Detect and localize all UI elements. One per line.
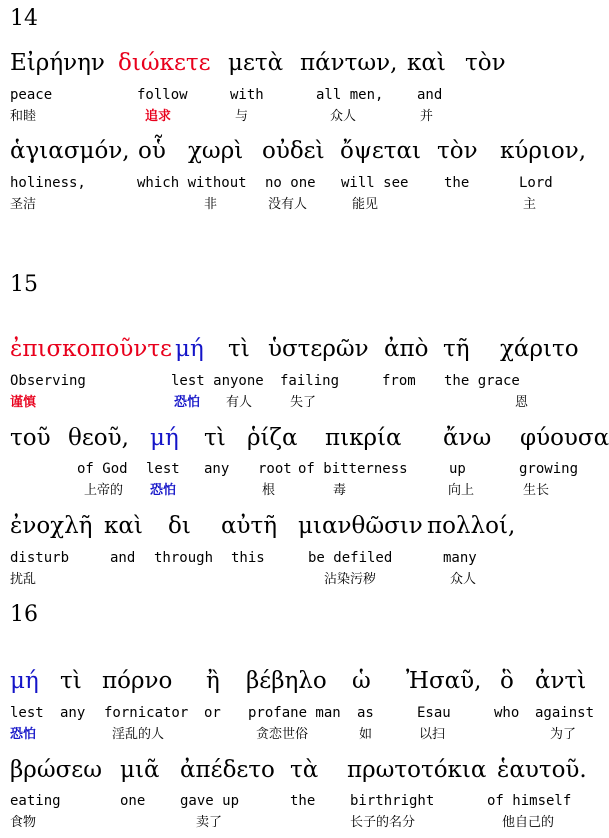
english-gloss: holiness, [10, 175, 86, 191]
greek-word: οὗ [138, 138, 166, 164]
english-gloss: fornicator [104, 705, 189, 721]
english-gloss: as [357, 705, 374, 721]
chinese-gloss: 上帝的 [84, 483, 124, 498]
greek-word: οὐδεὶ [262, 138, 325, 164]
english-gloss: profane man [248, 705, 341, 721]
greek-word: τὰ [290, 757, 319, 783]
chinese-gloss: 和睦 [10, 109, 37, 124]
greek-word: ἀντὶ [535, 668, 587, 694]
chinese-gloss: 恐怕 [150, 483, 177, 498]
english-gloss: failing [280, 373, 340, 389]
chinese-gloss: 他自己的 [502, 815, 555, 830]
english-gloss: eating [10, 793, 61, 809]
english-gloss: against [535, 705, 595, 721]
chinese-gloss: 有人 [226, 395, 253, 410]
chinese-gloss: 长子的名分 [350, 815, 416, 830]
chinese-gloss: 生长 [523, 483, 550, 498]
english-gloss: peace [10, 87, 53, 103]
english-gloss: all men, [316, 87, 384, 103]
english-gloss: this [231, 550, 265, 566]
greek-word: ἐνοχλῆ [10, 513, 93, 539]
chinese-gloss: 圣洁 [10, 197, 37, 212]
chinese-gloss: 恩 [515, 395, 529, 410]
english-gloss: Observing [10, 373, 86, 389]
english-gloss: lest [10, 705, 44, 721]
english-gloss: and [110, 550, 136, 566]
greek-word: δι [168, 513, 191, 539]
english-gloss: any [204, 461, 230, 477]
english-gloss: birthright [350, 793, 435, 809]
greek-word: Εἰρήνην [10, 50, 105, 76]
english-gloss: through [154, 550, 214, 566]
english-gloss: who [494, 705, 520, 721]
greek-word: μή [10, 668, 39, 694]
chinese-gloss: 追求 [145, 109, 172, 124]
chinese-gloss: 与 [235, 109, 249, 124]
english-gloss: growing [519, 461, 579, 477]
english-gloss: up [449, 461, 466, 477]
chinese-gloss: 沾染污秽 [324, 572, 377, 587]
greek-word: τοῦ [10, 425, 51, 451]
greek-word: τὶ [204, 425, 226, 451]
english-gloss: of God [77, 461, 128, 477]
verse-number: 15 [10, 272, 38, 297]
greek-word: ἁγιασμόν, [10, 138, 130, 164]
english-gloss: be defiled [308, 550, 393, 566]
chinese-gloss: 向上 [448, 483, 475, 498]
chinese-gloss: 淫乱的人 [112, 727, 165, 742]
greek-word: μή [175, 336, 204, 362]
english-gloss: follow [137, 87, 188, 103]
greek-word: διώκετε [118, 50, 211, 76]
greek-word: πολλοί, [427, 513, 516, 539]
chinese-gloss: 恐怕 [10, 727, 37, 742]
greek-word: βρώσεω [10, 757, 102, 783]
verse-number: 14 [10, 6, 38, 31]
chinese-gloss: 卖了 [196, 815, 223, 830]
english-gloss: and [417, 87, 443, 103]
english-gloss: or [204, 705, 221, 721]
greek-word: πάντων, [300, 50, 398, 76]
chinese-gloss: 众人 [330, 109, 357, 124]
greek-word: πόρνο [102, 668, 173, 694]
chinese-gloss: 如 [359, 727, 373, 742]
english-gloss: with [230, 87, 264, 103]
greek-word: ὑστερῶν [268, 336, 369, 362]
greek-word: τῆ [443, 336, 470, 362]
chinese-gloss: 非 [204, 197, 218, 212]
greek-word: τὸν [465, 50, 506, 76]
greek-word: κύριον, [500, 138, 587, 164]
greek-word: μή [150, 425, 179, 451]
english-gloss: any [60, 705, 86, 721]
greek-word: τὶ [60, 668, 82, 694]
greek-word: τὶ [228, 336, 250, 362]
chinese-gloss: 主 [523, 197, 537, 212]
greek-word: τὸν [437, 138, 478, 164]
english-gloss: disturb [10, 550, 70, 566]
greek-word: χωρὶ [188, 138, 244, 164]
chinese-gloss: 为了 [550, 727, 577, 742]
chinese-gloss: 众人 [450, 572, 477, 587]
greek-word: ὡ [352, 668, 371, 694]
greek-word: ῥίζα [247, 425, 298, 451]
greek-word: ἀπέδετο [180, 757, 275, 783]
chinese-gloss: 恐怕 [174, 395, 201, 410]
verse-number: 16 [10, 602, 38, 627]
english-gloss: the grace [444, 373, 520, 389]
english-gloss: of bitterness [298, 461, 408, 477]
greek-word: μετὰ [228, 50, 284, 76]
chinese-gloss: 失了 [290, 395, 317, 410]
chinese-gloss: 扰乱 [10, 572, 37, 587]
greek-word: ὃ [500, 668, 514, 694]
greek-word: αὐτῆ [221, 513, 278, 539]
greek-word: πρωτοτόκια [347, 757, 487, 783]
greek-word: χάριτο [500, 336, 579, 362]
english-gloss: Esau [417, 705, 451, 721]
english-gloss: gave up [180, 793, 240, 809]
english-gloss: root [258, 461, 292, 477]
english-gloss: one [120, 793, 146, 809]
greek-word: καὶ [407, 50, 446, 76]
english-gloss: Lord [519, 175, 553, 191]
greek-word: ἄνω [443, 425, 492, 451]
english-gloss: the [290, 793, 316, 809]
english-gloss: lest anyone [171, 373, 264, 389]
chinese-gloss: 以扫 [419, 727, 446, 742]
greek-word: φύουσα [520, 425, 609, 451]
greek-word: μιᾶ [120, 757, 160, 783]
english-gloss: lest [146, 461, 180, 477]
greek-word: ἐπισκοποῦντε [10, 336, 172, 362]
english-gloss: no one [265, 175, 316, 191]
greek-word: ἀπὸ [384, 336, 429, 362]
greek-word: θεοῦ, [68, 425, 129, 451]
chinese-gloss: 根 [262, 483, 276, 498]
english-gloss: which without [137, 175, 247, 191]
greek-word: ἢ [206, 668, 220, 694]
english-gloss: from [382, 373, 416, 389]
greek-word: Ἠσαῦ, [406, 668, 482, 694]
greek-word: καὶ [104, 513, 143, 539]
greek-word: ὄψεται [340, 138, 422, 164]
greek-word: ἑαυτοῦ. [497, 757, 587, 783]
greek-word: πικρία [325, 425, 402, 451]
english-gloss: will see [341, 175, 409, 191]
chinese-gloss: 谨慎 [10, 395, 37, 410]
chinese-gloss: 能见 [352, 197, 379, 212]
english-gloss: many [443, 550, 477, 566]
chinese-gloss: 并 [420, 109, 434, 124]
chinese-gloss: 毒 [333, 483, 347, 498]
greek-word: μιανθῶσιν [298, 513, 423, 539]
chinese-gloss: 贪恋世俗 [256, 727, 309, 742]
english-gloss: the [444, 175, 470, 191]
greek-word: βέβηλο [246, 668, 327, 694]
chinese-gloss: 没有人 [268, 197, 308, 212]
chinese-gloss: 食物 [10, 815, 37, 830]
english-gloss: of himself [487, 793, 572, 809]
